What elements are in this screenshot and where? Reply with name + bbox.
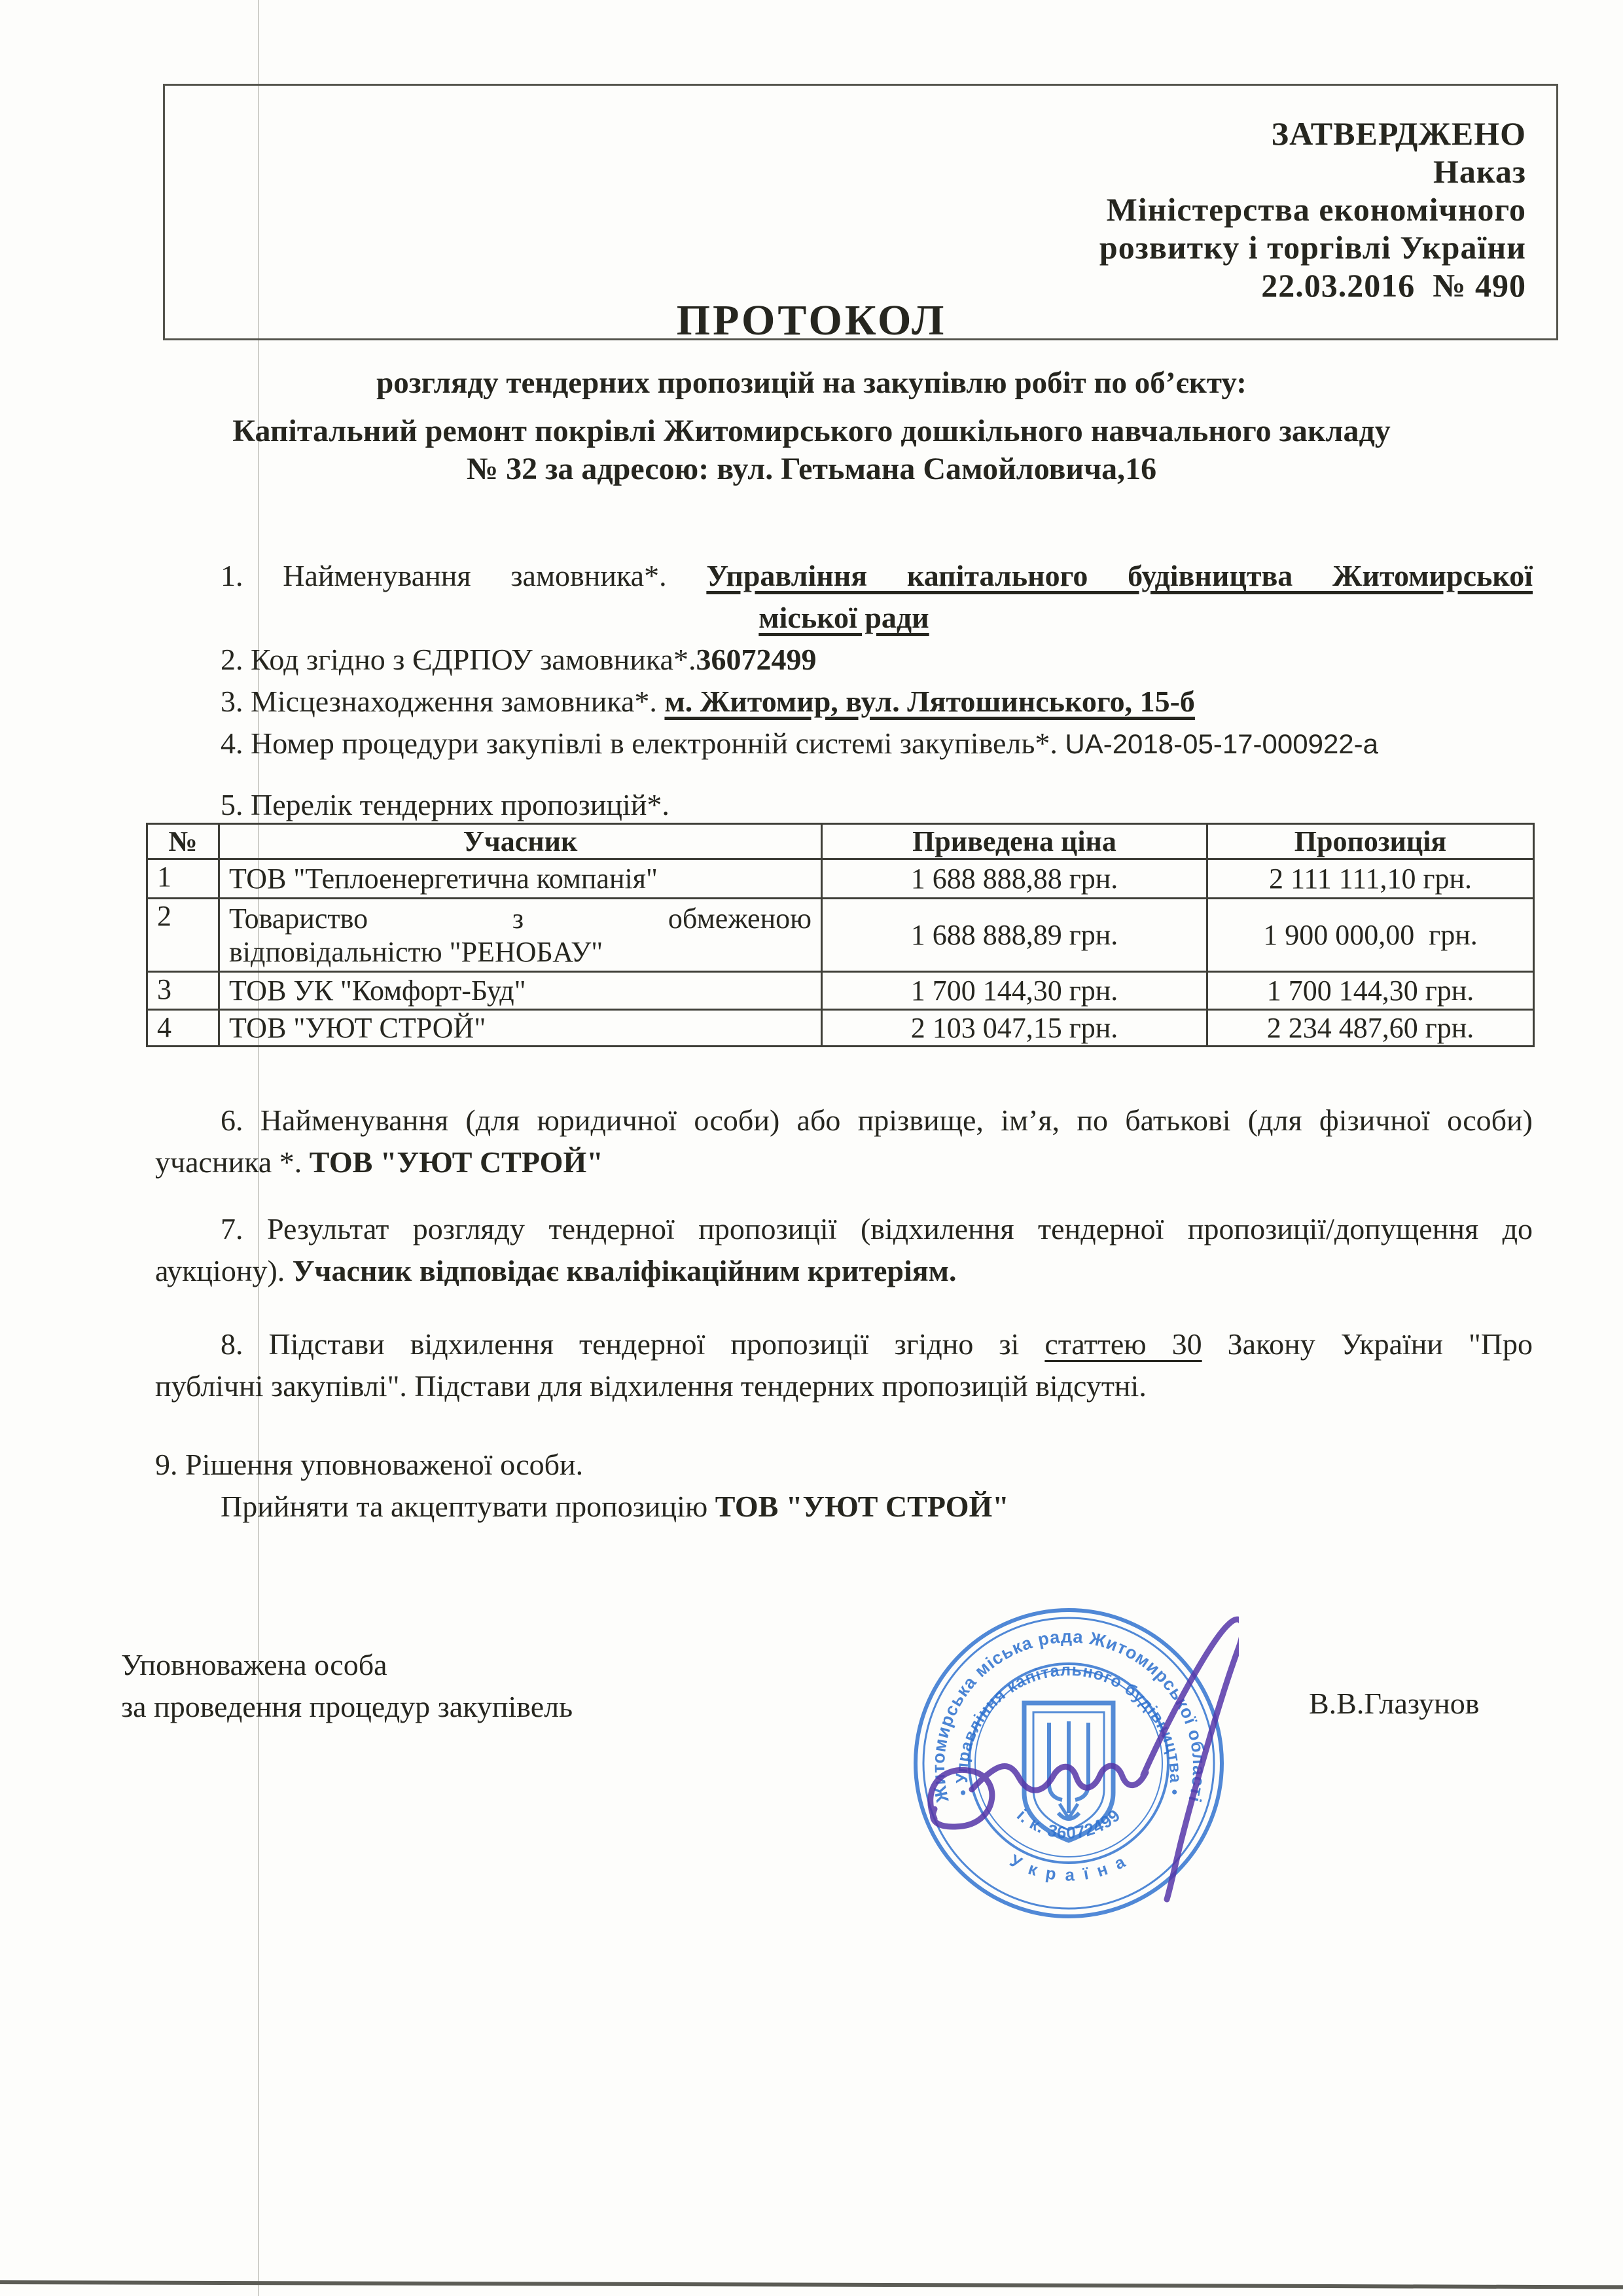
procedure-number-value: UA-2018-05-17-000922-a xyxy=(1065,728,1379,759)
customer-name-value: Управління капітального будівництва Житомирської xyxy=(706,559,1533,592)
price-2: 1 688 888,89 грн. xyxy=(822,899,1207,972)
scan-bottom-edge-line xyxy=(0,2280,1623,2289)
article-30-reference: статтею 30 xyxy=(1044,1327,1202,1361)
header-number: № xyxy=(147,824,219,859)
item-5-proposals-list-heading: 5. Перелік тендерних пропозицій*. xyxy=(221,788,669,821)
proposal-2: 1 900 000,00 грн. xyxy=(1207,899,1534,972)
qualification-result-value: Учасник відповідає кваліфікаційним критеріям. xyxy=(292,1254,957,1287)
stamp-ring-inner-text: • Управління капітального будівництва • xyxy=(952,1660,1185,1797)
participant-2: Товариство з обмеженою відповідальністю "РЕНОБАУ" xyxy=(219,899,822,972)
item-2-edrpou-code: 2. Код згідно з ЄДРПОУ замовника*.36072499 xyxy=(221,643,817,676)
item-1-customer-name: 1. Найменування замовника*. Управління капітального будівництва Житомирської xyxy=(221,559,1533,592)
proposal-4: 2 234 487,60 грн. xyxy=(1207,1010,1534,1047)
participant-4: ТОВ "УЮТ СТРОЙ" xyxy=(219,1010,822,1047)
table-header-row xyxy=(147,824,1534,859)
header-reduced-price: Приведена ціна xyxy=(822,824,1207,859)
object-title-line-1: Капітальний ремонт покрівлі Житомирського дошкільного навчального закладу xyxy=(232,414,1391,448)
table-row: 3 ТОВ УК "Комфорт-Буд" 1 700 144,30 грн. 1 700 144,30 грн. xyxy=(147,972,1534,1010)
stamp-code-text: і. к. 36072499 xyxy=(1013,1804,1124,1843)
stamp-ring-outer-text: Житомирська міська рада Житомирської області xyxy=(928,1626,1209,1805)
item-6-winner-name: 6. Найменування (для юридичної особи) або прізвище, ім’я, по батькові (для фізичної особи) учасника *. ТОВ "УЮТ СТРОЙ" xyxy=(155,1103,1533,1179)
svg-text:У к р а ї н а xyxy=(1007,1850,1130,1884)
object-title-line-2: № 32 за адресою: вул. Гетьмана Самойловича,16 xyxy=(466,452,1157,486)
document-title: ПРОТОКОЛ xyxy=(676,296,947,344)
stamp-country-text: У к р а ї н а xyxy=(1007,1850,1131,1885)
winner-name-value: ТОВ "УЮТ СТРОЙ" xyxy=(309,1145,603,1179)
item-3-customer-location: 3. Місцезнаходження замовника*. м. Житомир, вул. Лятошинського, 15-б xyxy=(221,685,1195,718)
accepted-proposal-value: ТОВ "УЮТ СТРОЙ" xyxy=(715,1490,1009,1523)
items-1-4 xyxy=(155,555,1533,765)
official-round-stamp xyxy=(899,1593,1239,1933)
item-4-procedure-number: 4. Номер процедури закупівлі в електронній системі закупівель*. UA-2018-05-17-000922-a xyxy=(221,726,1379,760)
approval-line-1: ЗАТВЕРДЖЕНО xyxy=(1271,115,1526,152)
price-3: 1 700 144,30 грн. xyxy=(822,972,1207,1010)
header-proposal: Пропозиція xyxy=(1207,824,1534,859)
tender-proposals-table xyxy=(146,823,1535,1047)
edrpou-value: 36072499 xyxy=(696,643,817,676)
item-7-review-result: 7. Результат розгляду тендерної пропозиції (відхилення тендерної пропозиції/допущення до аукціону). Учасник відповідає кваліфікаційним критеріям. xyxy=(155,1212,1533,1287)
header-participant: Учасник xyxy=(219,824,822,859)
participant-3: ТОВ УК "Комфорт-Буд" xyxy=(219,972,822,1010)
item-1-customer-name-wrap: міської ради xyxy=(758,601,929,634)
approval-line-2: Наказ xyxy=(1433,153,1526,190)
table-row: 1 ТОВ "Теплоенергетична компанія" 1 688 888,88 грн. 2 111 111,10 грн. xyxy=(147,859,1534,899)
signatory-name: В.В.Глазунов xyxy=(1309,1687,1480,1720)
authorized-person-label: Уповноважена особа за проведення процедур закупівель xyxy=(121,1648,573,1723)
approval-line-4: розвитку і торгівлі України xyxy=(1099,229,1526,266)
approval-line-3: Міністерства економічного xyxy=(1106,191,1526,228)
item-8-rejection-grounds: 8. Підстави відхилення тендерної пропозиції згідно зі статтею 30 Закону України "Про публічні закупівлі". Підстави для відхилення тендерних пропозицій відсутні. xyxy=(155,1327,1533,1403)
proposal-3: 1 700 144,30 грн. xyxy=(1207,972,1534,1010)
table-row: 2 Товариство з обмеженою відповідальністю "РЕНОБАУ" 1 688 888,89 грн. 1 900 000,00 грн. xyxy=(147,899,1534,972)
approval-order-date: 22.03.2016 № 490 xyxy=(1261,267,1526,304)
table-row: 4 ТОВ "УЮТ СТРОЙ" 2 103 047,15 грн. 2 234 487,60 грн. xyxy=(147,1010,1534,1047)
price-1: 1 688 888,88 грн. xyxy=(822,859,1207,899)
procurement-object-title xyxy=(0,412,1623,488)
participant-1: ТОВ "Теплоенергетична компанія" xyxy=(219,859,822,899)
item-9-decision: 9. Рішення уповноваженої особи. Прийняти та акцептувати пропозицію ТОВ "УЮТ СТРОЙ" xyxy=(155,1448,1009,1523)
price-4: 2 103 047,15 грн. xyxy=(822,1010,1207,1047)
proposal-1: 2 111 111,10 грн. xyxy=(1207,859,1534,899)
location-value: м. Житомир, вул. Лятошинського, 15-б xyxy=(664,685,1195,718)
document-subtitle: розгляду тендерних пропозицій на закупівлю робіт по об’єкту: xyxy=(376,366,1247,400)
